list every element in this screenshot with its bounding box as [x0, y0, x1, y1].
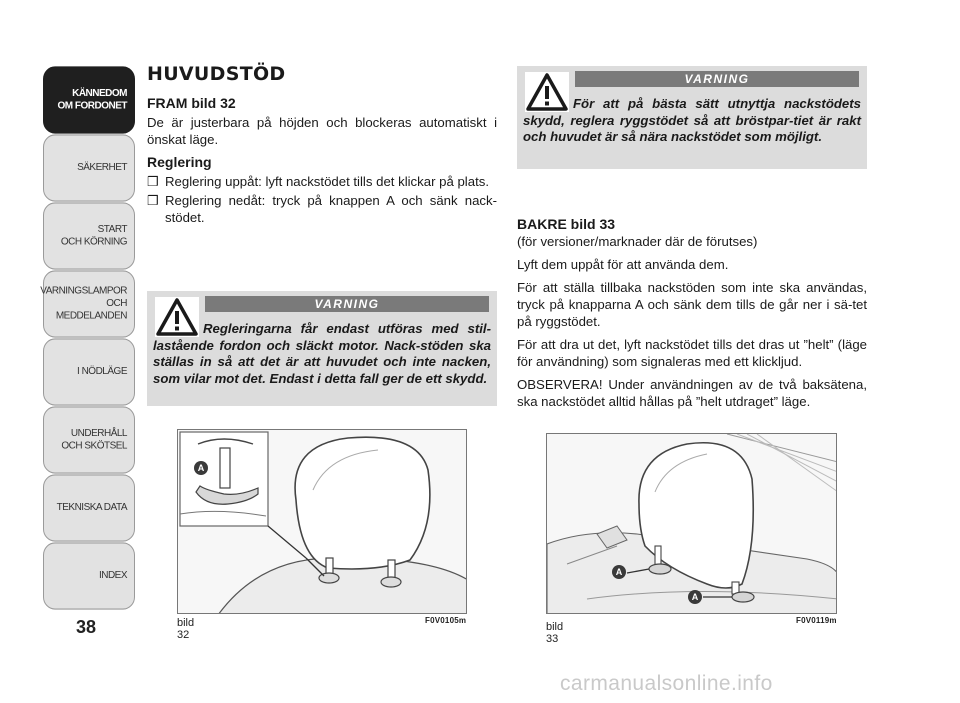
- regulation-title: Reglering: [147, 154, 212, 170]
- checkbox-bullet-icon: ❒: [147, 174, 159, 189]
- marker-a-badge: A: [194, 461, 208, 475]
- warning-triangle-icon: [525, 72, 569, 112]
- rear-paragraph: För att dra ut det, lyft nackstödet tills det dras ut ”helt” (läge för användning) som signaleras med ett klickljud.: [517, 337, 867, 369]
- front-headrest-illustration: [178, 430, 467, 614]
- page-number: 38: [76, 617, 97, 637]
- rear-paragraph: OBSERVERA! Under användningen av de två baksätena, ska nackstödet alltid hållas på ”helt utdraget” läge.: [517, 377, 867, 409]
- warning-box-left: [147, 291, 497, 406]
- rear-note: (för versioner/marknader där de förutses): [517, 234, 758, 249]
- figure-33-caption: bild 33: [546, 621, 564, 645]
- rear-headrest-section: [517, 216, 867, 416]
- tab-sakerhet[interactable]: SÄKERHET: [43, 134, 135, 201]
- warning-title: VARNING: [205, 296, 489, 312]
- tab-underhall-och-skotsel[interactable]: UNDERHÅLL OCH SKÖTSEL: [43, 406, 135, 473]
- figure-33-illustration: [546, 433, 837, 614]
- marker-a-badge: A: [688, 590, 702, 604]
- front-subheading: FRAM bild 32: [147, 95, 236, 111]
- front-headrest-section: [147, 63, 497, 228]
- front-intro: De är justerbara på höjden och blockeras automatiskt i önskat läge.: [147, 115, 497, 147]
- figure-32-illustration: [177, 429, 467, 614]
- watermark: carmanualsonline.info: [560, 672, 773, 695]
- figure-32-code: F0V0105m: [425, 616, 467, 625]
- rear-paragraph: För att ställa tillbaka nackstöden som inte ska användas, tryck på knapparna A och sänk dem tills de går ner i sä-tet på ryggstödet.: [517, 280, 867, 329]
- tab-varningslampor[interactable]: VARNINGSLAMPOR OCH MEDDELANDEN: [43, 270, 135, 337]
- warning-title: VARNING: [575, 71, 859, 87]
- page-title: HUVUDSTÖD: [147, 63, 286, 85]
- figure-33-code: F0V0119m: [796, 616, 837, 625]
- tab-i-nodlage[interactable]: I NÖDLÄGE: [43, 338, 135, 405]
- tab-start-och-korning[interactable]: START OCH KÖRNING: [43, 202, 135, 269]
- tab-tekniska-data[interactable]: TEKNISKA DATA: [43, 474, 135, 541]
- bullet-item: ❒ Reglering nedåt: tryck på knappen A och sänk nack-stödet.: [147, 193, 497, 225]
- warning-triangle-icon: [155, 297, 199, 337]
- checkbox-bullet-icon: ❒: [147, 193, 159, 208]
- warning-text: Regleringarna får endast utföras med stil-lastående fordon och släckt motor. Nack-stöden ska ställas in så att det är att huvudet och inte nacken, som vilar mot det. Endast i detta fall ger de ett skydd.: [153, 321, 491, 386]
- figure-32-caption: bild 32: [177, 617, 195, 641]
- tab-index[interactable]: INDEX: [43, 542, 135, 609]
- warning-box-right: [517, 66, 867, 169]
- warning-text: För att på bästa sätt utnyttja nackstödets skydd, reglera ryggstödet så att bröstpar-tiet är rakt och huvudet är så nära nackstödet som möjligt.: [523, 96, 861, 144]
- bullet-item: ❒ Reglering uppåt: lyft nackstödet tills det klickar på plats.: [147, 174, 489, 189]
- rear-subheading: BAKRE bild 33: [517, 216, 616, 232]
- rear-paragraph: Lyft dem uppåt för att använda dem.: [517, 257, 729, 272]
- rear-headrest-illustration: [547, 434, 837, 614]
- marker-a-badge: A: [612, 565, 626, 579]
- tab-kannedom-om-fordonet[interactable]: KÄNNEDOM OM FORDONET: [43, 66, 135, 133]
